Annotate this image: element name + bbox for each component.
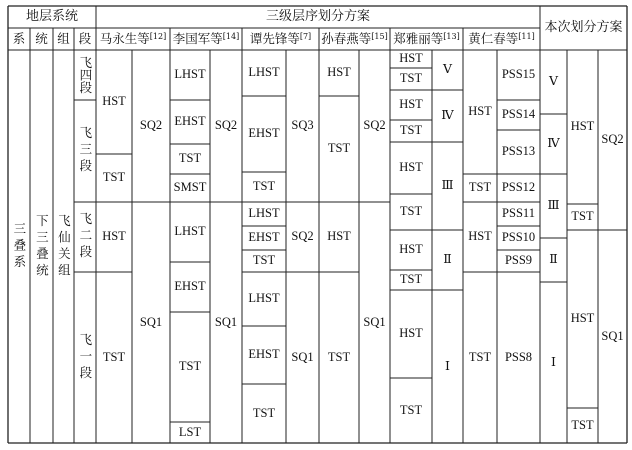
tan-systems-tract: TST — [252, 405, 276, 420]
current-sequence: SQ2 — [601, 132, 624, 147]
zheng-sequence: Ⅰ — [445, 358, 450, 373]
zheng-sequence: Ⅲ — [441, 178, 454, 193]
tan-systems-tract: LHST — [248, 206, 280, 221]
huang-sequence: PSS10 — [501, 230, 536, 245]
zheng-systems-tract: HST — [399, 242, 423, 257]
zheng-systems-tract: TST — [399, 402, 423, 417]
header-author-sun: 孙春燕等 [15] — [321, 31, 388, 47]
header-col-duan: 段 — [78, 31, 92, 47]
zheng-sequence: Ⅱ — [443, 252, 452, 267]
author-name: 谭先锋等 — [249, 31, 300, 47]
header-this-scheme: 本次划分方案 — [544, 19, 623, 35]
ma-systems-tract: HST — [102, 229, 126, 244]
li-systems-tract: EHST — [174, 279, 206, 294]
header-scheme-group: 三级层序划分方案 — [265, 8, 370, 24]
ma-sequence: SQ2 — [139, 118, 163, 133]
sun-sequence: SQ1 — [363, 314, 386, 329]
sun-sequence: SQ2 — [363, 118, 386, 133]
huang-systems-tract: TST — [468, 349, 492, 364]
member-fei4: 飞四段 — [77, 56, 93, 94]
huang-sequence: PSS11 — [502, 206, 535, 221]
zheng-systems-tract: TST — [399, 204, 423, 219]
zheng-systems-tract: TST — [399, 123, 423, 138]
zheng-systems-tract: HST — [399, 51, 423, 66]
tan-systems-tract: TST — [252, 253, 276, 268]
tan-systems-tract: LHST — [248, 65, 280, 80]
tan-systems-tract: EHST — [248, 347, 280, 362]
strat-formation: 飞仙关组 — [56, 213, 72, 280]
ma-systems-tract: TST — [102, 349, 126, 364]
sun-systems-tract: TST — [327, 141, 351, 156]
zheng-sequence: Ⅴ — [442, 62, 453, 77]
zheng-systems-tract: HST — [399, 97, 423, 112]
huang-sequence: PSS8 — [504, 349, 533, 364]
tan-sequence: SQ3 — [291, 118, 314, 133]
current-systems-tract: HST — [570, 119, 595, 134]
li-sequence: SQ1 — [214, 314, 238, 329]
ma-sequence: SQ1 — [139, 314, 163, 329]
current-subsequence: Ⅳ — [547, 136, 560, 151]
current-systems-tract: TST — [571, 209, 594, 224]
header-col-zu: 组 — [57, 31, 70, 47]
sun-systems-tract: TST — [327, 349, 351, 364]
tan-sequence: SQ1 — [291, 349, 314, 364]
zheng-systems-tract: HST — [399, 160, 423, 175]
huang-sequence: PSS13 — [501, 144, 536, 159]
huang-systems-tract: HST — [468, 229, 492, 244]
li-systems-tract: LST — [178, 424, 202, 439]
huang-sequence: PSS15 — [501, 67, 536, 82]
current-sequence: SQ1 — [601, 328, 624, 343]
ma-systems-tract: HST — [102, 94, 126, 109]
huang-sequence: PSS9 — [504, 253, 533, 268]
author-name: 黄仁春等 — [468, 31, 519, 47]
current-subsequence: Ⅲ — [547, 198, 560, 213]
zheng-sequence: Ⅳ — [441, 108, 454, 123]
tan-systems-tract: EHST — [248, 126, 280, 141]
tan-systems-tract: EHST — [248, 230, 280, 245]
header-col-tong: 统 — [35, 31, 48, 47]
zheng-systems-tract: HST — [399, 326, 423, 341]
current-subsequence: Ⅱ — [549, 252, 558, 267]
tan-systems-tract: TST — [252, 179, 276, 194]
current-subsequence: Ⅰ — [551, 354, 556, 369]
current-subsequence: Ⅴ — [548, 74, 559, 89]
li-systems-tract: EHST — [174, 114, 206, 129]
header-author-li: 李国军等 [14] — [172, 31, 240, 47]
zheng-systems-tract: TST — [399, 71, 423, 86]
huang-systems-tract: TST — [468, 180, 492, 195]
li-sequence: SQ2 — [214, 118, 238, 133]
current-systems-tract: HST — [570, 311, 595, 326]
huang-systems-tract: HST — [468, 104, 492, 119]
tan-systems-tract: LHST — [248, 291, 280, 306]
zheng-systems-tract: TST — [399, 272, 423, 287]
sun-systems-tract: HST — [327, 229, 351, 244]
sun-systems-tract: HST — [327, 65, 351, 80]
header-author-ma: 马永生等 [12] — [99, 31, 167, 47]
ma-systems-tract: TST — [102, 170, 126, 185]
strat-series: 下三叠统 — [34, 213, 50, 280]
huang-sequence: PSS12 — [501, 180, 536, 195]
li-systems-tract: LHST — [174, 224, 206, 239]
header-strat-system: 地层系统 — [25, 8, 78, 24]
huang-sequence: PSS14 — [501, 107, 536, 122]
author-name: 李国军等 — [172, 31, 223, 47]
li-systems-tract: TST — [178, 151, 202, 166]
member-fei1: 飞一段 — [77, 332, 93, 383]
author-name: 郑雅丽等 — [393, 31, 444, 47]
strat-system: 三叠系 — [11, 221, 27, 272]
li-systems-tract: LHST — [174, 67, 206, 82]
header-author-huang: 黄仁春等 [11] — [468, 31, 535, 47]
header-author-tan: 谭先锋等 [7] — [249, 31, 312, 47]
li-systems-tract: SMST — [173, 180, 207, 195]
header-author-zheng: 郑雅丽等 [13] — [393, 31, 460, 47]
author-name: 马永生等 — [99, 31, 150, 47]
author-name: 孙春燕等 — [321, 31, 372, 47]
li-systems-tract: TST — [178, 359, 202, 374]
tan-sequence: SQ2 — [291, 229, 314, 244]
member-fei2: 飞二段 — [77, 212, 93, 262]
current-systems-tract: TST — [571, 417, 594, 432]
member-fei3: 飞三段 — [77, 126, 93, 176]
header-col-xi: 系 — [12, 31, 26, 47]
